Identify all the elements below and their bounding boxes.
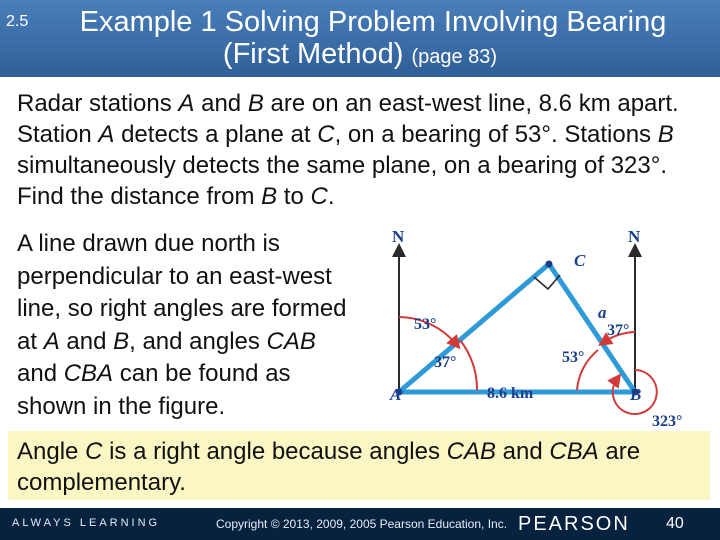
slide-footer: [0, 508, 720, 540]
note-part: Angle: [17, 438, 86, 465]
label-a: A: [390, 385, 402, 404]
pearson-logo: PEARSON: [518, 513, 630, 535]
intro-text: to: [277, 183, 311, 210]
distance-label: 8.6 km: [487, 385, 534, 402]
intro-text: .: [327, 183, 335, 210]
intro-text: Radar stations: [17, 90, 179, 117]
intro-text: and: [194, 90, 248, 117]
title-line-2: [0, 38, 720, 73]
angle-53-a-label: 53°: [414, 316, 437, 333]
section-number: 2.5: [6, 13, 29, 30]
conclusion-text: [17, 436, 707, 498]
var-b: B: [261, 183, 278, 210]
bearing-figure: [362, 222, 702, 432]
label-b: B: [630, 385, 642, 404]
explanation-text: [17, 228, 362, 423]
slide-header: [0, 0, 720, 77]
intro-text: simultaneously detects the same plane, on a bearing of 323°. Find the distance from: [17, 152, 668, 210]
explanation-part: and: [17, 360, 64, 387]
note-part: are complementary.: [17, 438, 641, 496]
note-part: and: [496, 438, 550, 465]
note-part: is a right angle because angles: [102, 438, 447, 465]
var-b: B: [113, 327, 130, 355]
title-text: Example 1 Solving Problem Involving Bearing: [79, 6, 667, 38]
arc-37-a: [460, 340, 477, 390]
explanation-part: can be found as shown in the figure.: [17, 360, 291, 420]
angle-cba: CBA: [63, 360, 114, 387]
angle-cab: CAB: [266, 327, 316, 355]
label-c: C: [574, 251, 586, 270]
angle-cba: CBA: [549, 438, 599, 465]
explanation-part: A line drawn due north is perpendicular to an east-west line, so right angles are formed at: [17, 230, 347, 355]
angle-cab: CAB: [446, 438, 496, 465]
var-b: B: [657, 121, 674, 148]
explanation-part: , and angles: [129, 327, 267, 355]
intro-text: are on an east-west line, 8.6 km apart. Station: [17, 90, 679, 148]
label-side-a: a: [598, 303, 607, 322]
title-method: (First Method): [222, 38, 404, 70]
bearing-323-label: 323°: [652, 413, 683, 430]
page-number: 40: [666, 515, 684, 532]
var-b: B: [247, 90, 264, 117]
explanation-part: and: [59, 327, 114, 355]
var-c: C: [85, 438, 103, 465]
var-c: C: [310, 183, 328, 210]
north-label-a: N: [392, 227, 405, 246]
north-label-b: N: [628, 227, 641, 246]
var-c: C: [317, 121, 335, 148]
var-a: A: [178, 90, 195, 117]
var-a: A: [43, 327, 60, 355]
conclusion-box: [8, 431, 710, 500]
page-reference: (page 83): [411, 46, 498, 68]
angle-53-b-label: 53°: [562, 349, 585, 366]
angle-37-a-label: 37°: [434, 354, 457, 371]
var-a: A: [98, 121, 115, 148]
intro-text: , on a bearing of 53°. Stations: [334, 121, 658, 148]
bearing-diagram: [362, 222, 702, 432]
copyright-text: Copyright © 2013, 2009, 2005 Pearson Education, Inc.: [216, 517, 508, 531]
angle-37-b-label: 37°: [607, 322, 630, 339]
intro-text: detects a plane at: [114, 121, 318, 148]
vertex-c: [546, 261, 553, 268]
always-learning-text: ALWAYS LEARNING: [12, 517, 161, 529]
problem-statement: [17, 88, 707, 212]
title-line-1: [0, 6, 720, 38]
